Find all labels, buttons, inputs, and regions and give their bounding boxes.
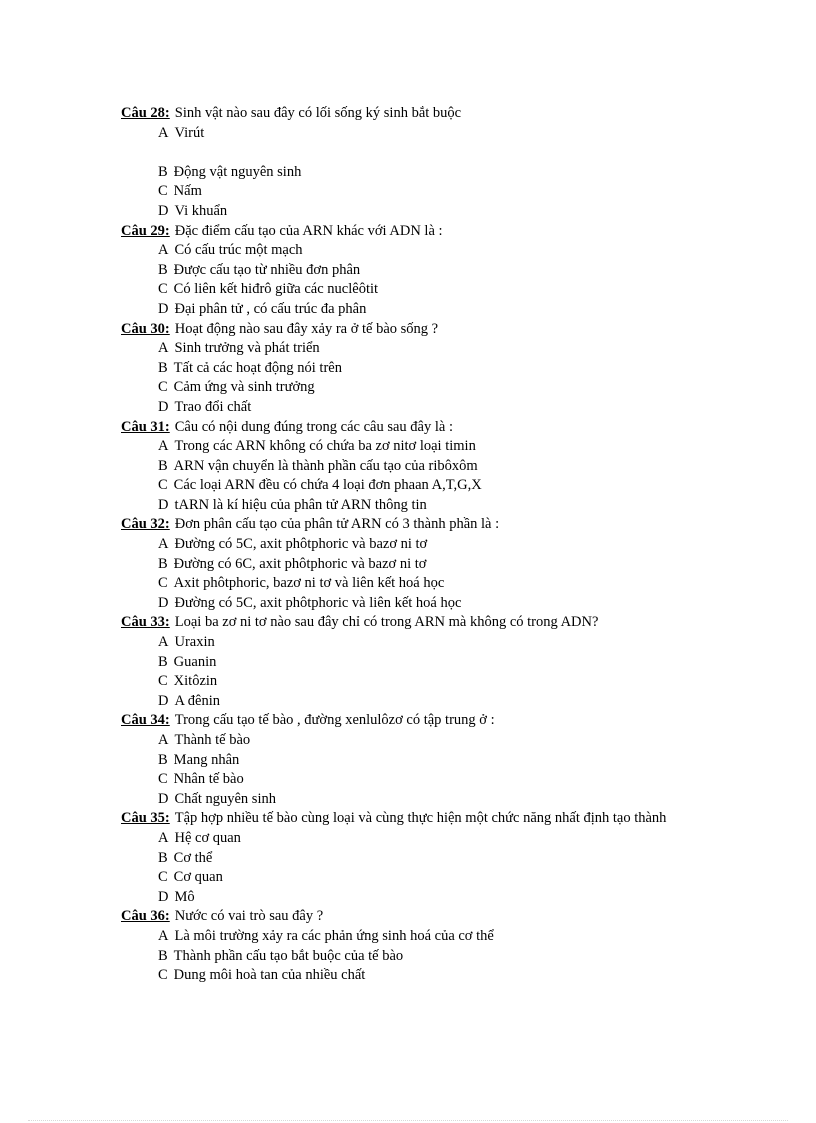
option-b: B Được cấu tạo từ nhiều đơn phân [158, 261, 361, 278]
option-b: B Cơ thể [158, 849, 213, 866]
option-b: B Tất cả các hoạt động nói trên [158, 359, 342, 376]
page-bottom-rule [28, 1120, 788, 1121]
question-29 [121, 222, 721, 320]
question-text: Đặc điểm cấu tạo của ARN khác với ADN là : [174, 222, 443, 239]
option-c: C Dung môi hoà tan của nhiều chất [158, 967, 366, 984]
option-b: B Thành phần cấu tạo bắt buộc của tế bào [158, 947, 404, 964]
question-text: Hoạt động nào sau đây xảy ra ở tế bào sống ? [174, 320, 439, 337]
blank-line [121, 143, 721, 163]
option-a: A Sinh trưởng và phát triển [158, 340, 320, 357]
question-number: Câu 34: [121, 712, 170, 729]
question-number: Câu 28: [121, 105, 170, 121]
option-a: A Thành tế bào [158, 732, 251, 748]
question-text: Tập hợp nhiều tế bào cùng loại và cùng thực hiện một chức năng nhất định tạo thành [174, 810, 667, 827]
question-30 [121, 320, 721, 418]
question-text: Sinh vật nào sau đây có lối sống ký sinh bắt buộc [174, 105, 462, 121]
option-a: A Hệ cơ quan [158, 829, 241, 846]
question-number: Câu 33: [121, 614, 170, 631]
option-c: C Xitôzin [158, 673, 218, 690]
option-b: B Đường có 6C, axit phôtphoric và bazơ ni tơ [158, 555, 427, 572]
option-a: A Trong các ARN không có chứa ba zơ nitơ loại timin [158, 438, 476, 455]
option-d: D Chất nguyên sinh [158, 790, 276, 807]
question-number: Câu 32: [121, 516, 170, 533]
option-d: D Đại phân tử , có cấu trúc đa phân [158, 300, 367, 317]
option-d: D A đênin [158, 692, 220, 709]
question-number: Câu 35: [121, 810, 170, 827]
option-d: D Vi khuẩn [158, 202, 228, 219]
option-d: D Mô [158, 888, 195, 905]
question-33 [121, 613, 721, 711]
question-number: Câu 31: [121, 418, 170, 435]
question-list [121, 104, 721, 986]
option-a: A Có cấu trúc một mạch [158, 242, 303, 259]
question-number: Câu 30: [121, 320, 170, 337]
option-a: A Virút [158, 124, 205, 141]
option-b: B ARN vận chuyển là thành phần cấu tạo của ribôxôm [158, 457, 478, 474]
option-d: D Trao đổi chất [158, 398, 252, 415]
question-text: Trong cấu tạo tế bào , đường xenlulôzơ có tập trung ở : [174, 712, 495, 729]
question-text: Loại ba zơ ni tơ nào sau đây chỉ có trong ARN mà không có trong ADN? [174, 614, 599, 631]
option-c: C Các loại ARN đều có chứa 4 loại đơn phaan A,T,G,X [158, 477, 482, 494]
option-b: B Động vật nguyên sinh [158, 163, 302, 180]
question-text: Nước có vai trò sau đây ? [174, 908, 324, 925]
question-31 [121, 418, 721, 516]
option-c: C Nhân tế bào [158, 771, 244, 788]
question-32 [121, 515, 721, 613]
question-34 [121, 711, 721, 809]
question-36 [121, 907, 721, 985]
option-d: D tARN là kí hiệu của phân tử ARN thông tin [158, 496, 427, 513]
option-a: A Là môi trường xảy ra các phản ứng sinh hoá của cơ thể [158, 927, 494, 944]
option-c: C Nấm [158, 183, 202, 200]
option-a: A Uraxin [158, 634, 215, 651]
option-c: C Có liên kết hiđrô giữa các nuclêôtit [158, 281, 379, 298]
question-28 [121, 104, 721, 222]
option-c: C Cơ quan [158, 869, 223, 886]
question-text: Câu có nội dung đúng trong các câu sau đây là : [174, 418, 453, 435]
question-number: Câu 29: [121, 222, 170, 239]
option-c: C Cảm ứng và sinh trưởng [158, 379, 315, 396]
option-c: C Axit phôtphoric, bazơ ni tơ và liên kết hoá học [158, 575, 445, 592]
question-text: Đơn phân cấu tạo của phân tử ARN có 3 thành phần là : [174, 516, 500, 533]
option-d: D Đường có 5C, axit phôtphoric và liên kết hoá học [158, 594, 462, 611]
option-b: B Guanin [158, 653, 217, 670]
option-a: A Đường có 5C, axit phôtphoric và bazơ ni tơ [158, 536, 428, 553]
question-number: Câu 36: [121, 908, 170, 925]
question-35 [121, 809, 721, 907]
option-b: B Mang nhân [158, 751, 240, 768]
